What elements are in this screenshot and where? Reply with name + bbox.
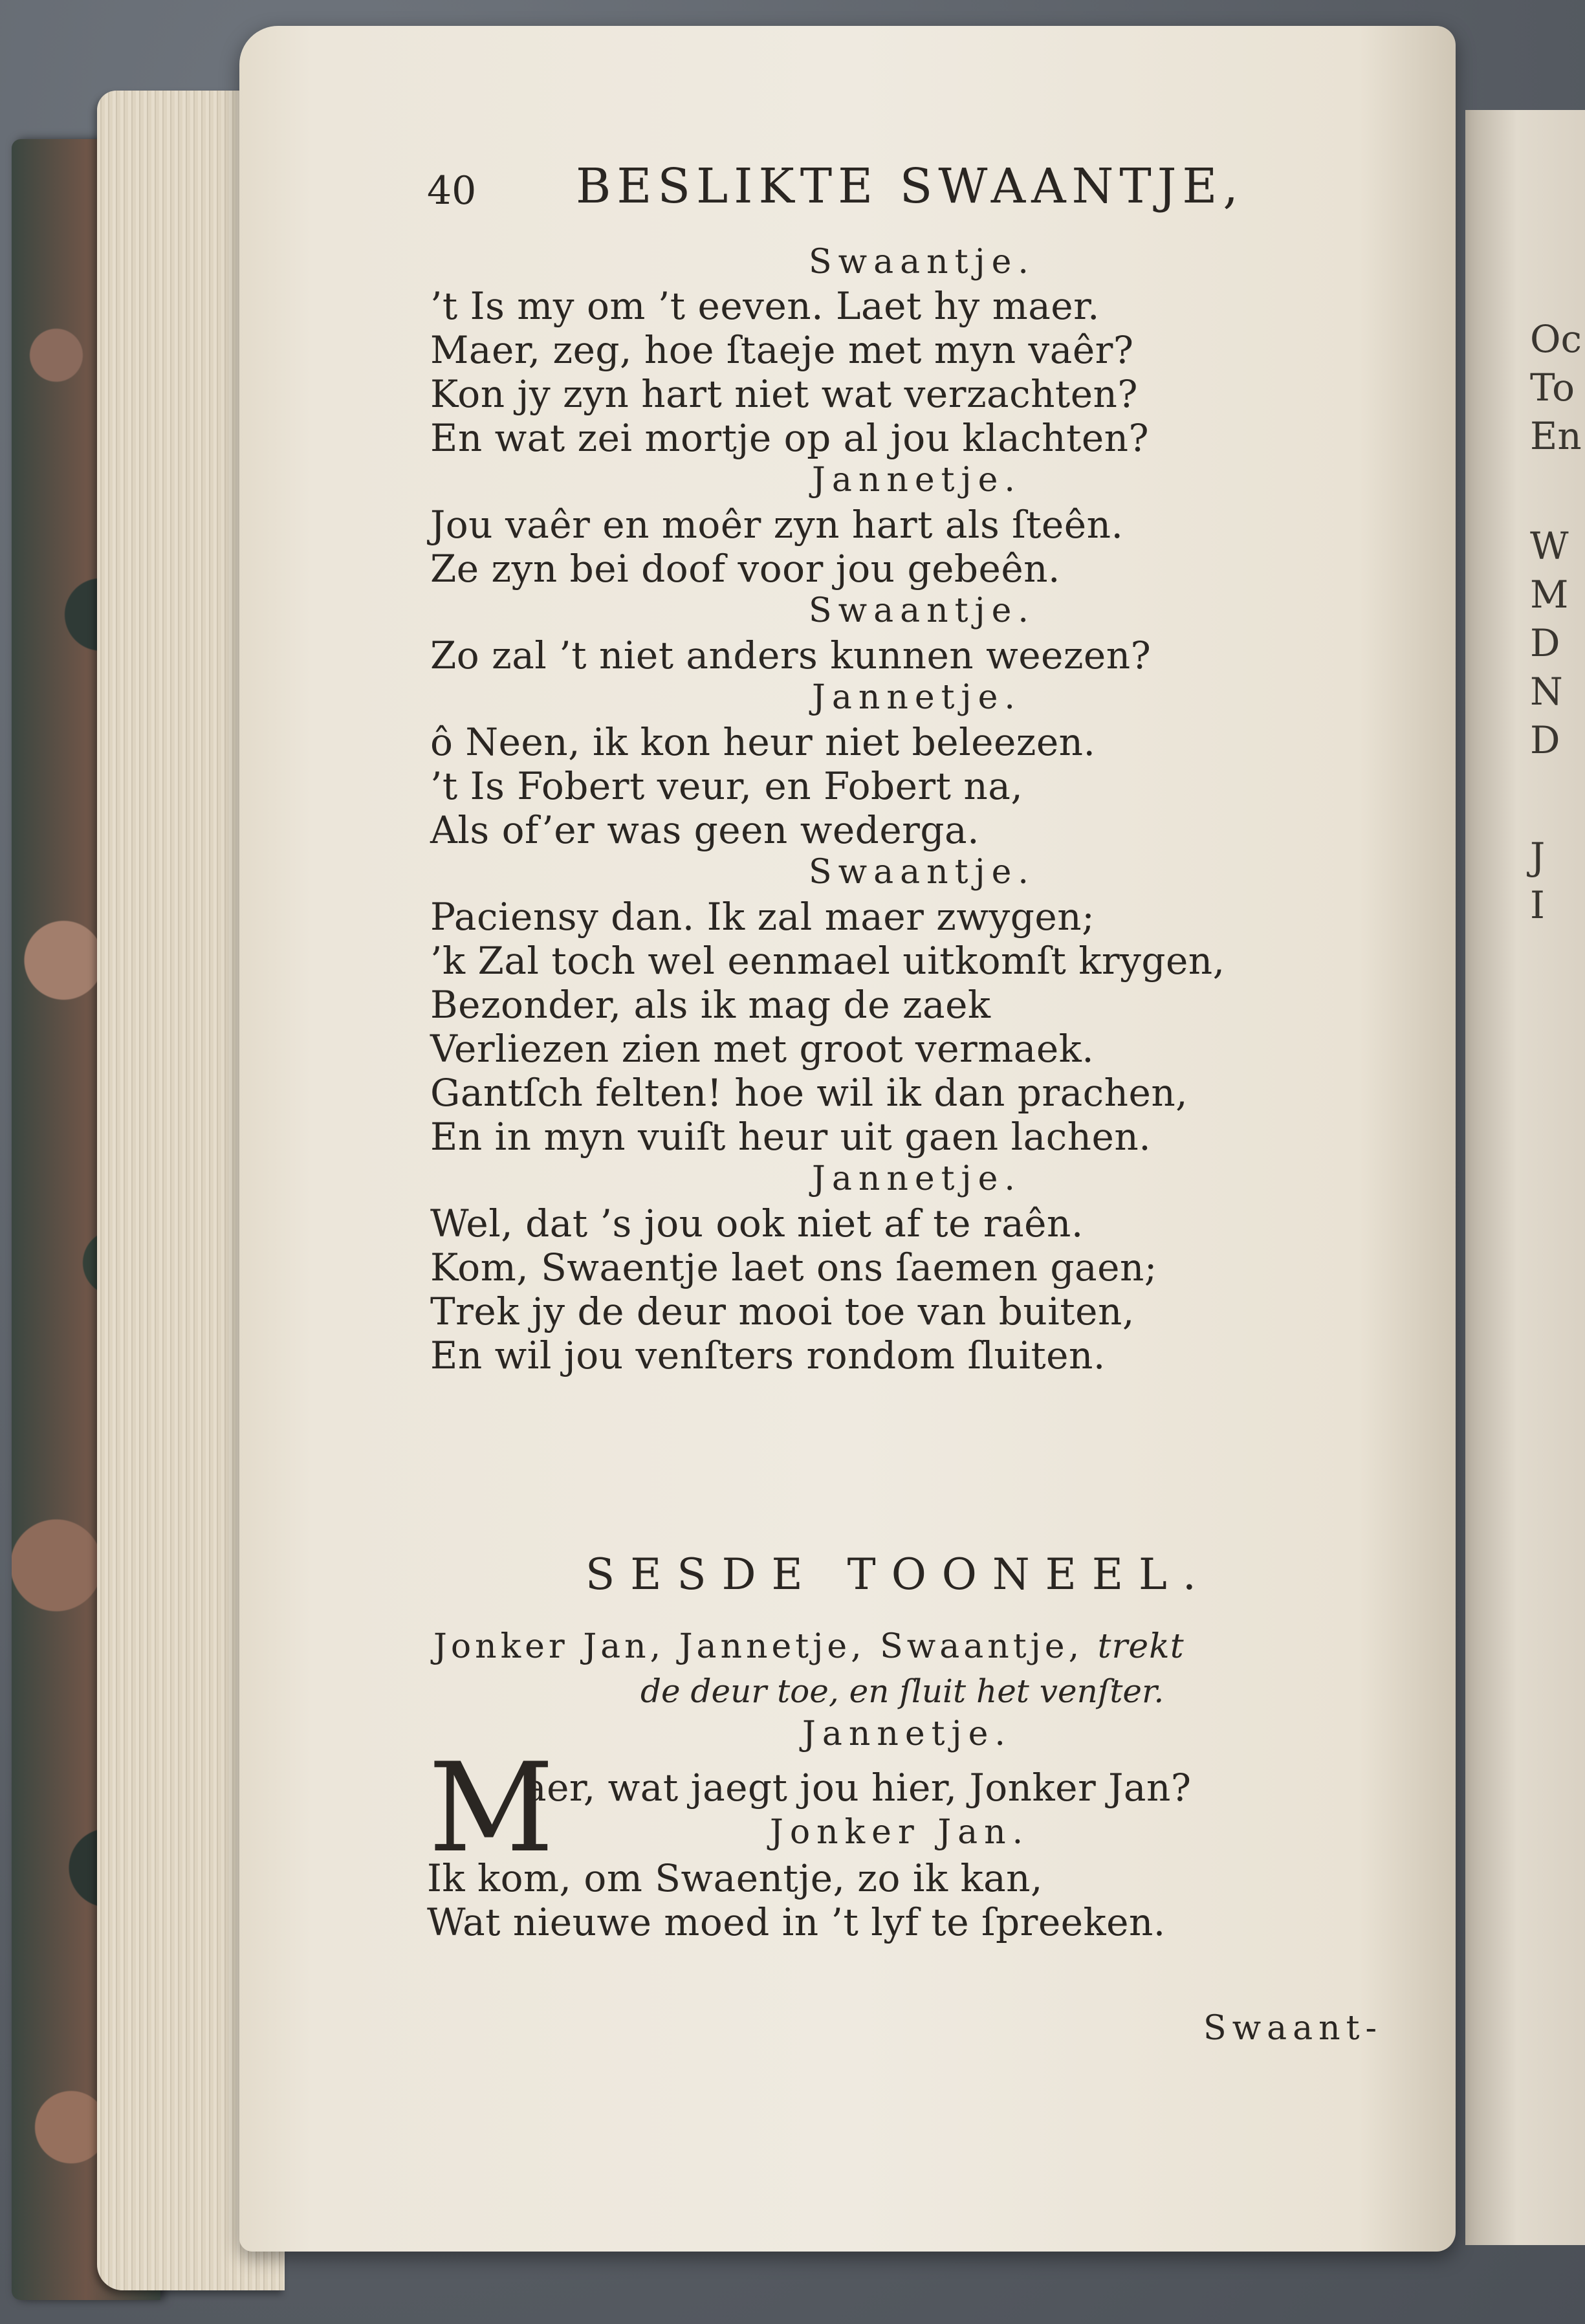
page-number: 40 — [427, 168, 477, 214]
verse-line: Wel, dat ’s jou ook niet af te raên. — [430, 1201, 1084, 1245]
facing-page-fragment: I — [1530, 883, 1545, 927]
speaker-label: Jannetje. — [812, 1159, 1022, 1198]
verse-line: ô Neen, ik kon heur niet beleezen. — [430, 720, 1096, 764]
verse-line: aer, wat jaegt jou hier, Jonker Jan? — [524, 1766, 1192, 1810]
facing-page-fragment: N — [1530, 670, 1563, 714]
facing-page-fragment: M — [1530, 573, 1569, 617]
scene-title: SESDE TOONEEL. — [585, 1550, 1212, 1599]
running-title: BESLIKTE SWAANTJE, — [576, 159, 1244, 214]
verse-line: Bezonder, als ik mag de zaek — [430, 983, 991, 1027]
verse-line: Als of’er was geen wederga. — [430, 808, 980, 852]
cast-names: Jonker Jan, Jannetje, Swaantje, — [433, 1627, 1084, 1666]
speaker-label: Jannetje. — [812, 461, 1022, 499]
verse-line: Kom, Swaentje laet ons ſaemen gaen; — [430, 1245, 1157, 1289]
facing-page — [1465, 110, 1585, 2245]
facing-page-fragment: W — [1530, 524, 1569, 568]
verse-line: Ze zyn bei doof voor jou gebeên. — [430, 547, 1060, 591]
catchword: Swaant- — [1203, 2009, 1383, 2048]
verse-line: ’t Is Fobert veur, en Fobert na, — [430, 764, 1023, 808]
verse-line: Jou vaêr en moêr zyn hart als ſteên. — [430, 503, 1124, 547]
verse-line: Paciensy dan. Ik zal maer zwygen; — [430, 895, 1095, 939]
verse-line: Gantſch felten! hoe wil ik dan prachen, — [430, 1071, 1188, 1115]
verse-line: Wat nieuwe moed in ’t lyf te ſpreeken. — [427, 1900, 1166, 1944]
verse-line: En wil jou venſters rondom ſluiten. — [430, 1333, 1106, 1377]
book-page — [239, 26, 1456, 2252]
speaker-label: Jannetje. — [802, 1715, 1012, 1753]
facing-page-fragment: J — [1530, 835, 1546, 879]
verse-line: Zo zal ’t niet anders kunnen weezen? — [430, 633, 1152, 677]
verse-line: Trek jy de deur mooi toe van buiten, — [430, 1289, 1135, 1333]
verse-line: Maer, zeg, hoe ſtaeje met myn vaêr? — [430, 328, 1134, 372]
scene-cast — [433, 1627, 1185, 1666]
cast-action: trekt — [1097, 1627, 1185, 1666]
facing-page-fragment: To — [1530, 366, 1575, 410]
speaker-label: Swaantje. — [809, 243, 1035, 281]
stage-direction: de deur toe, en ſluit het venſter. — [640, 1672, 1164, 1710]
verse-line: ’k Zal toch wel eenmael uitkomſt krygen, — [430, 939, 1225, 983]
speaker-label: Jonker Jan. — [770, 1813, 1030, 1852]
drop-cap: M — [428, 1737, 554, 1880]
facing-page-fragment: Oc — [1530, 317, 1582, 361]
facing-page-fragment: D — [1530, 621, 1560, 665]
facing-page-fragment: D — [1530, 718, 1560, 762]
verse-line: En in myn vuiſt heur uit gaen lachen. — [430, 1115, 1152, 1159]
verse-line: Kon jy zyn hart niet wat verzachten? — [430, 372, 1139, 416]
speaker-label: Swaantje. — [809, 853, 1035, 892]
verse-line: ’t Is my om ’t eeven. Laet hy maer. — [430, 284, 1100, 328]
speaker-label: Jannetje. — [812, 678, 1022, 717]
speaker-label: Swaantje. — [809, 591, 1035, 630]
verse-line: En wat zei mortje op al jou klachten? — [430, 416, 1150, 460]
verse-line: Ik kom, om Swaentje, zo ik kan, — [427, 1856, 1043, 1900]
facing-page-fragment: En — [1530, 414, 1582, 458]
verse-line: Verliezen zien met groot vermaek. — [430, 1027, 1095, 1071]
